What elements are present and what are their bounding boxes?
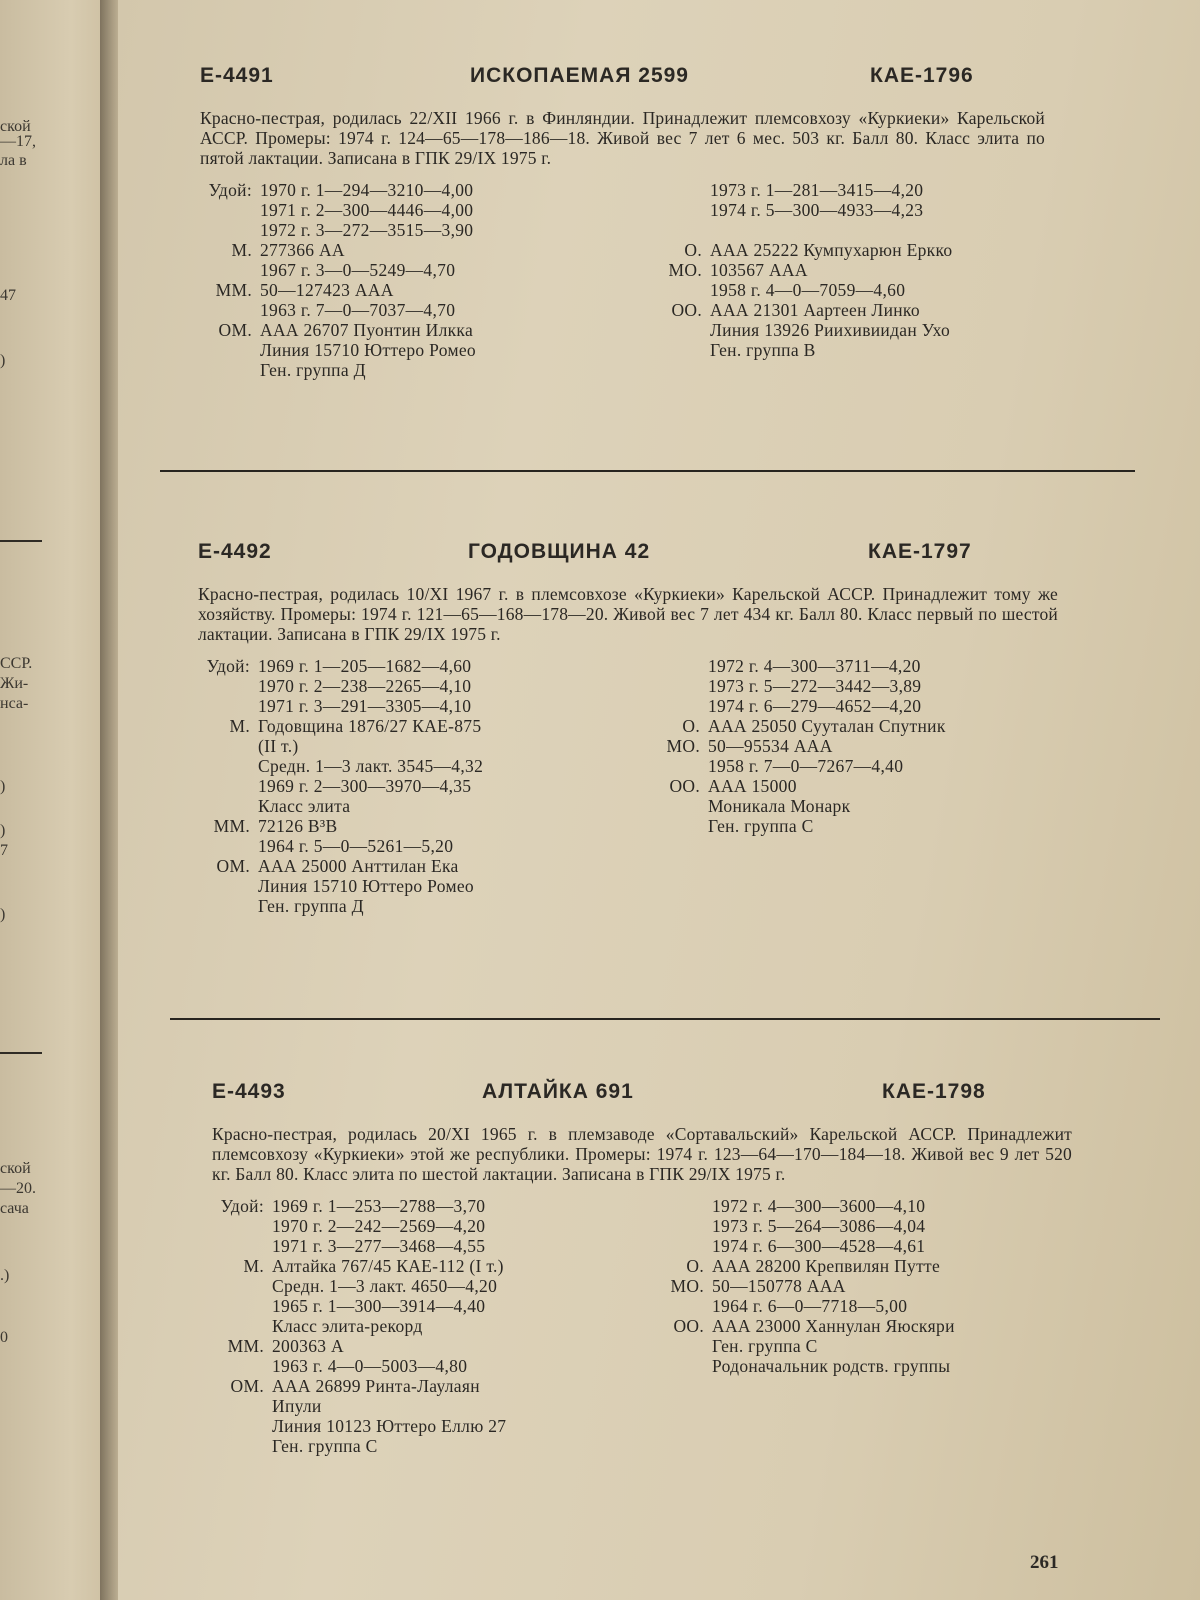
pedigree-line <box>648 736 946 756</box>
cattle-entry <box>198 540 1058 916</box>
pedigree-line <box>198 816 483 836</box>
pedigree-label: ММ. <box>213 816 250 836</box>
pedigree-line <box>200 360 476 380</box>
pedigree-line <box>650 200 952 220</box>
prev-page-text-fragment: 7 <box>0 842 8 859</box>
pedigree-label: ОМ. <box>230 1376 264 1396</box>
pedigree-value: Средн. 1—3 лакт. 3545—4,32 <box>258 756 484 776</box>
entry-divider <box>170 1018 1160 1020</box>
pedigree-value: Годовщина 1876/27 КАЕ-875 <box>258 716 482 736</box>
pedigree-value: 1967 г. 3—0—5249—4,70 <box>260 260 456 280</box>
pedigree-label: Удой: <box>208 180 252 200</box>
pedigree-label: ММ. <box>227 1336 264 1356</box>
prev-page-divider <box>0 1052 42 1054</box>
pedigree-line <box>652 1296 955 1316</box>
pedigree-line <box>648 816 946 836</box>
pedigree-value: 72126 В³В <box>258 816 338 836</box>
pedigree-value: 1970 г. 2—238—2265—4,10 <box>258 676 472 696</box>
pedigree-line <box>652 1216 955 1236</box>
pedigree-value: Линия 15710 Юттеро Ромео <box>258 876 474 896</box>
pedigree-value: Класс элита <box>258 796 351 816</box>
cattle-entry <box>200 64 1045 380</box>
pedigree-value: 1964 г. 6—0—7718—5,00 <box>712 1296 908 1316</box>
pedigree-line <box>198 776 483 796</box>
pedigree-value: Линия 15710 Юттеро Ромео <box>260 340 476 360</box>
pedigree-label: Удой: <box>220 1196 264 1216</box>
pedigree-value: 1969 г. 2—300—3970—4,35 <box>258 776 472 796</box>
registration-number: Е-4491 <box>200 64 274 87</box>
pedigree-value: Ген. группа В <box>710 340 816 360</box>
pedigree-line <box>648 756 946 776</box>
cattle-entry <box>212 1080 1072 1456</box>
pedigree-value: Ген. группа С <box>272 1436 378 1456</box>
prev-page-text-fragment: нса- <box>0 695 29 712</box>
pedigree-label: О. <box>684 240 702 260</box>
entry-description: Красно-пестрая, родилась 20/XI 1965 г. в племзаводе «Сортавальский» Карельской АССР. Принадлежит племсовхозу «Куркиеки» этой же республики. Промеры: 1974 г. 123—64—170—184—18. Живой вес 9 лет 520 кг. Балл 80. Класс элита по шестой лактации. Записана в ГПК 29/IX 1975 г. <box>212 1124 1072 1184</box>
left-pedigree-column <box>200 180 476 380</box>
pedigree-value: 1971 г. 2—300—4446—4,00 <box>260 200 474 220</box>
entry-divider <box>160 470 1135 472</box>
prev-page-text-fragment: ) <box>0 778 6 795</box>
pedigree-label: М. <box>243 1256 264 1276</box>
pedigree-line <box>648 716 946 736</box>
pedigree-line <box>198 716 483 736</box>
pedigree-label: ОМ. <box>218 320 252 340</box>
prev-page-text-fragment: ) <box>0 822 6 839</box>
pedigree-line <box>198 896 483 916</box>
pedigree-line <box>198 876 483 896</box>
pedigree-value: 1971 г. 3—291—3305—4,10 <box>258 696 472 716</box>
pedigree-value: 1972 г. 4—300—3600—4,10 <box>712 1196 926 1216</box>
pedigree-line <box>212 1436 506 1456</box>
pedigree-value: 1958 г. 4—0—7059—4,60 <box>710 280 906 300</box>
pedigree-value: 277366 АА <box>260 240 345 260</box>
pedigree-line <box>198 836 483 856</box>
pedigree-line <box>212 1376 506 1396</box>
right-pedigree-column <box>650 180 952 360</box>
entry-header <box>212 1080 1072 1114</box>
pedigree-line <box>650 220 952 240</box>
pedigree-line <box>212 1416 506 1436</box>
kae-number: КАЕ-1797 <box>868 540 972 563</box>
pedigree-line <box>200 180 476 200</box>
prev-page-divider <box>0 540 42 542</box>
pedigree-value: 1958 г. 7—0—7267—4,40 <box>708 756 904 776</box>
entry-description: Красно-пестрая, родилась 22/XII 1966 г. в Финляндии. Принадлежит племсовхозу «Куркиеки» Карельской АССР. Промеры: 1974 г. 124—65—178—186—18. Живой вес 7 лет 6 мес. 503 кг. Балл 80. Класс элита по пятой лактации. Записана в ГПК 29/IX 1975 г. <box>200 108 1045 168</box>
pedigree-line <box>650 260 952 280</box>
pedigree-line <box>650 340 952 360</box>
pedigree-value: 1964 г. 5—0—5261—5,20 <box>258 836 454 856</box>
pedigree-value: (II т.) <box>258 736 299 756</box>
right-pedigree-column <box>652 1196 955 1376</box>
pedigree-value: 1970 г. 2—242—2569—4,20 <box>272 1216 486 1236</box>
prev-page-text-fragment: ской <box>0 1160 31 1177</box>
pedigree-value: Средн. 1—3 лакт. 4650—4,20 <box>272 1276 498 1296</box>
animal-name: АЛТАЙКА 691 <box>482 1080 634 1103</box>
prev-page-text-fragment: ССР. <box>0 655 33 672</box>
pedigree-line <box>200 240 476 260</box>
pedigree-value: 1974 г. 6—300—4528—4,61 <box>712 1236 926 1256</box>
pedigree-value: ААА 28200 Крепвилян Путте <box>712 1256 941 1276</box>
pedigree-value: ААА 21301 Аартеен Линко <box>710 300 920 320</box>
pedigree-value: 1971 г. 3—277—3468—4,55 <box>272 1236 486 1256</box>
pedigree-line <box>212 1316 506 1336</box>
pedigree-line <box>198 696 483 716</box>
book-page <box>118 0 1200 1600</box>
pedigree-line <box>650 240 952 260</box>
pedigree-value: Моникала Монарк <box>708 796 851 816</box>
pedigree-value: Ген. группа Д <box>260 360 366 380</box>
pedigree-line <box>650 320 952 340</box>
pedigree-line <box>648 776 946 796</box>
pedigree-label: ОО. <box>673 1316 704 1336</box>
pedigree-value: 1973 г. 5—264—3086—4,04 <box>712 1216 926 1236</box>
pedigree-label: ММ. <box>215 280 252 300</box>
pedigree-line <box>652 1196 955 1216</box>
pedigree-value: Линия 13926 Риихивиидан Ухо <box>710 320 951 340</box>
pedigree-value: Ген. группа Д <box>258 896 364 916</box>
pedigree-label: М. <box>231 240 252 260</box>
pedigree-line <box>652 1356 955 1376</box>
pedigree-line <box>650 280 952 300</box>
prev-page-text-fragment: —17, <box>0 133 36 150</box>
pedigree-value: ААА 26899 Ринта-Лаулаян <box>272 1376 480 1396</box>
prev-page-text-fragment: —20. <box>0 1180 36 1197</box>
pedigree-line <box>652 1256 955 1276</box>
pedigree-value: Линия 10123 Юттеро Еллю 27 <box>272 1416 507 1436</box>
pedigree-label: ОМ. <box>216 856 250 876</box>
pedigree-line <box>648 676 946 696</box>
pedigree-line <box>650 300 952 320</box>
pedigree-value: ААА 23000 Ханнулан Яюскяри <box>712 1316 955 1336</box>
pedigree-line <box>200 200 476 220</box>
pedigree-line <box>200 340 476 360</box>
pedigree-label: МО. <box>668 260 702 280</box>
pedigree-line <box>212 1236 506 1256</box>
pedigree-label: М. <box>229 716 250 736</box>
pedigree-line <box>652 1276 955 1296</box>
right-pedigree-column <box>648 656 946 836</box>
pedigree-line <box>650 180 952 200</box>
pedigree-value: 50—95534 ААА <box>708 736 833 756</box>
pedigree-value: 1969 г. 1—253—2788—3,70 <box>272 1196 486 1216</box>
pedigree-line <box>212 1216 506 1236</box>
pedigree-value: 200363 А <box>272 1336 344 1356</box>
pedigree-value: 1974 г. 5—300—4933—4,23 <box>710 200 924 220</box>
pedigree-line <box>198 736 483 756</box>
pedigree-value: Ген. группа С <box>708 816 814 836</box>
pedigree-line <box>198 656 483 676</box>
pedigree-line <box>200 220 476 240</box>
pedigree-label: ОО. <box>671 300 702 320</box>
pedigree-label: О. <box>682 716 700 736</box>
pedigree-label: МО. <box>670 1276 704 1296</box>
pedigree-value: 50—127423 ААА <box>260 280 394 300</box>
pedigree-value: 1965 г. 1—300—3914—4,40 <box>272 1296 486 1316</box>
pedigree-value: Алтайка 767/45 КАЕ-112 (I т.) <box>272 1256 504 1276</box>
pedigree-value: ААА 26707 Пуонтин Илкка <box>260 320 474 340</box>
pedigree-value: 50—150778 ААА <box>712 1276 846 1296</box>
pedigree-line <box>200 320 476 340</box>
pedigree-line <box>198 676 483 696</box>
pedigree-line <box>198 756 483 776</box>
page-number: 261 <box>1030 1552 1059 1573</box>
pedigree-line <box>648 696 946 716</box>
prev-page-text-fragment: ) <box>0 352 6 369</box>
prev-page-text-fragment: сача <box>0 1200 29 1217</box>
pedigree-value: ААА 15000 <box>708 776 797 796</box>
pedigree-label: ОО. <box>669 776 700 796</box>
pedigree-line <box>212 1296 506 1316</box>
left-pedigree-column <box>212 1196 506 1456</box>
pedigree-line <box>198 796 483 816</box>
pedigree-line <box>212 1196 506 1216</box>
pedigree-value: 1974 г. 6—279—4652—4,20 <box>708 696 922 716</box>
prev-page-text-fragment: ской <box>0 118 31 135</box>
prev-page-text-fragment: .) <box>0 1267 10 1284</box>
pedigree-line <box>212 1396 506 1416</box>
pedigree-value: 1972 г. 3—272—3515—3,90 <box>260 220 474 240</box>
pedigree-line <box>200 280 476 300</box>
entry-header <box>200 64 1045 98</box>
pedigree-value: Ипули <box>272 1396 322 1416</box>
prev-page-text-fragment: Жи- <box>0 675 29 692</box>
pedigree-label: О. <box>686 1256 704 1276</box>
pedigree-value: 1969 г. 1—205—1682—4,60 <box>258 656 472 676</box>
registration-number: Е-4493 <box>212 1080 286 1103</box>
pedigree-line <box>652 1236 955 1256</box>
pedigree-line <box>652 1316 955 1336</box>
pedigree-value: 1973 г. 1—281—3415—4,20 <box>710 180 924 200</box>
pedigree-line <box>652 1336 955 1356</box>
registration-number: Е-4492 <box>198 540 272 563</box>
pedigree-value: Родоначальник родств. группы <box>712 1356 951 1376</box>
pedigree-value: 1973 г. 5—272—3442—3,89 <box>708 676 922 696</box>
pedigree-line <box>212 1336 506 1356</box>
kae-number: КАЕ-1798 <box>882 1080 986 1103</box>
animal-name: ИСКОПАЕМАЯ 2599 <box>470 64 689 87</box>
pedigree-label: МО. <box>666 736 700 756</box>
pedigree-value: 1963 г. 4—0—5003—4,80 <box>272 1356 468 1376</box>
prev-page-text-fragment: 0 <box>0 1329 8 1346</box>
pedigree-line <box>200 300 476 320</box>
left-pedigree-column <box>198 656 483 916</box>
pedigree-value: ААА 25222 Кумпухарюн Еркко <box>710 240 953 260</box>
entry-header <box>198 540 1058 574</box>
prev-page-text-fragment: ) <box>0 906 6 923</box>
pedigree-label: Удой: <box>206 656 250 676</box>
pedigree-value: 1963 г. 7—0—7037—4,70 <box>260 300 456 320</box>
prev-page-text-fragment: ла в <box>0 152 27 169</box>
pedigree-value: 1970 г. 1—294—3210—4,00 <box>260 180 474 200</box>
entry-description: Красно-пестрая, родилась 10/XI 1967 г. в племсовхозе «Куркиеки» Карельской АССР. Принадлежит тому же хозяйству. Промеры: 1974 г. 121—65—168—178—20. Живой вес 7 лет 434 кг. Балл 80. Класс первый по шестой лактации. Записана в ГПК 29/IX 1975 г. <box>198 584 1058 644</box>
pedigree-value: ААА 25050 Сууталан Спутник <box>708 716 946 736</box>
pedigree-line <box>648 796 946 816</box>
pedigree-line <box>198 856 483 876</box>
pedigree-value: Класс элита-рекорд <box>272 1316 423 1336</box>
animal-name: ГОДОВЩИНА 42 <box>468 540 651 563</box>
pedigree-value: 1972 г. 4—300—3711—4,20 <box>708 656 921 676</box>
pedigree-line <box>200 260 476 280</box>
pedigree-line <box>648 656 946 676</box>
pedigree-value: 103567 ААА <box>710 260 808 280</box>
prev-page-text-fragment: 47 <box>0 287 16 304</box>
pedigree-line <box>212 1356 506 1376</box>
pedigree-line <box>212 1256 506 1276</box>
pedigree-value: ААА 25000 Анттилан Ека <box>258 856 459 876</box>
kae-number: КАЕ-1796 <box>870 64 974 87</box>
pedigree-value: Ген. группа С <box>712 1336 818 1356</box>
pedigree-line <box>212 1276 506 1296</box>
